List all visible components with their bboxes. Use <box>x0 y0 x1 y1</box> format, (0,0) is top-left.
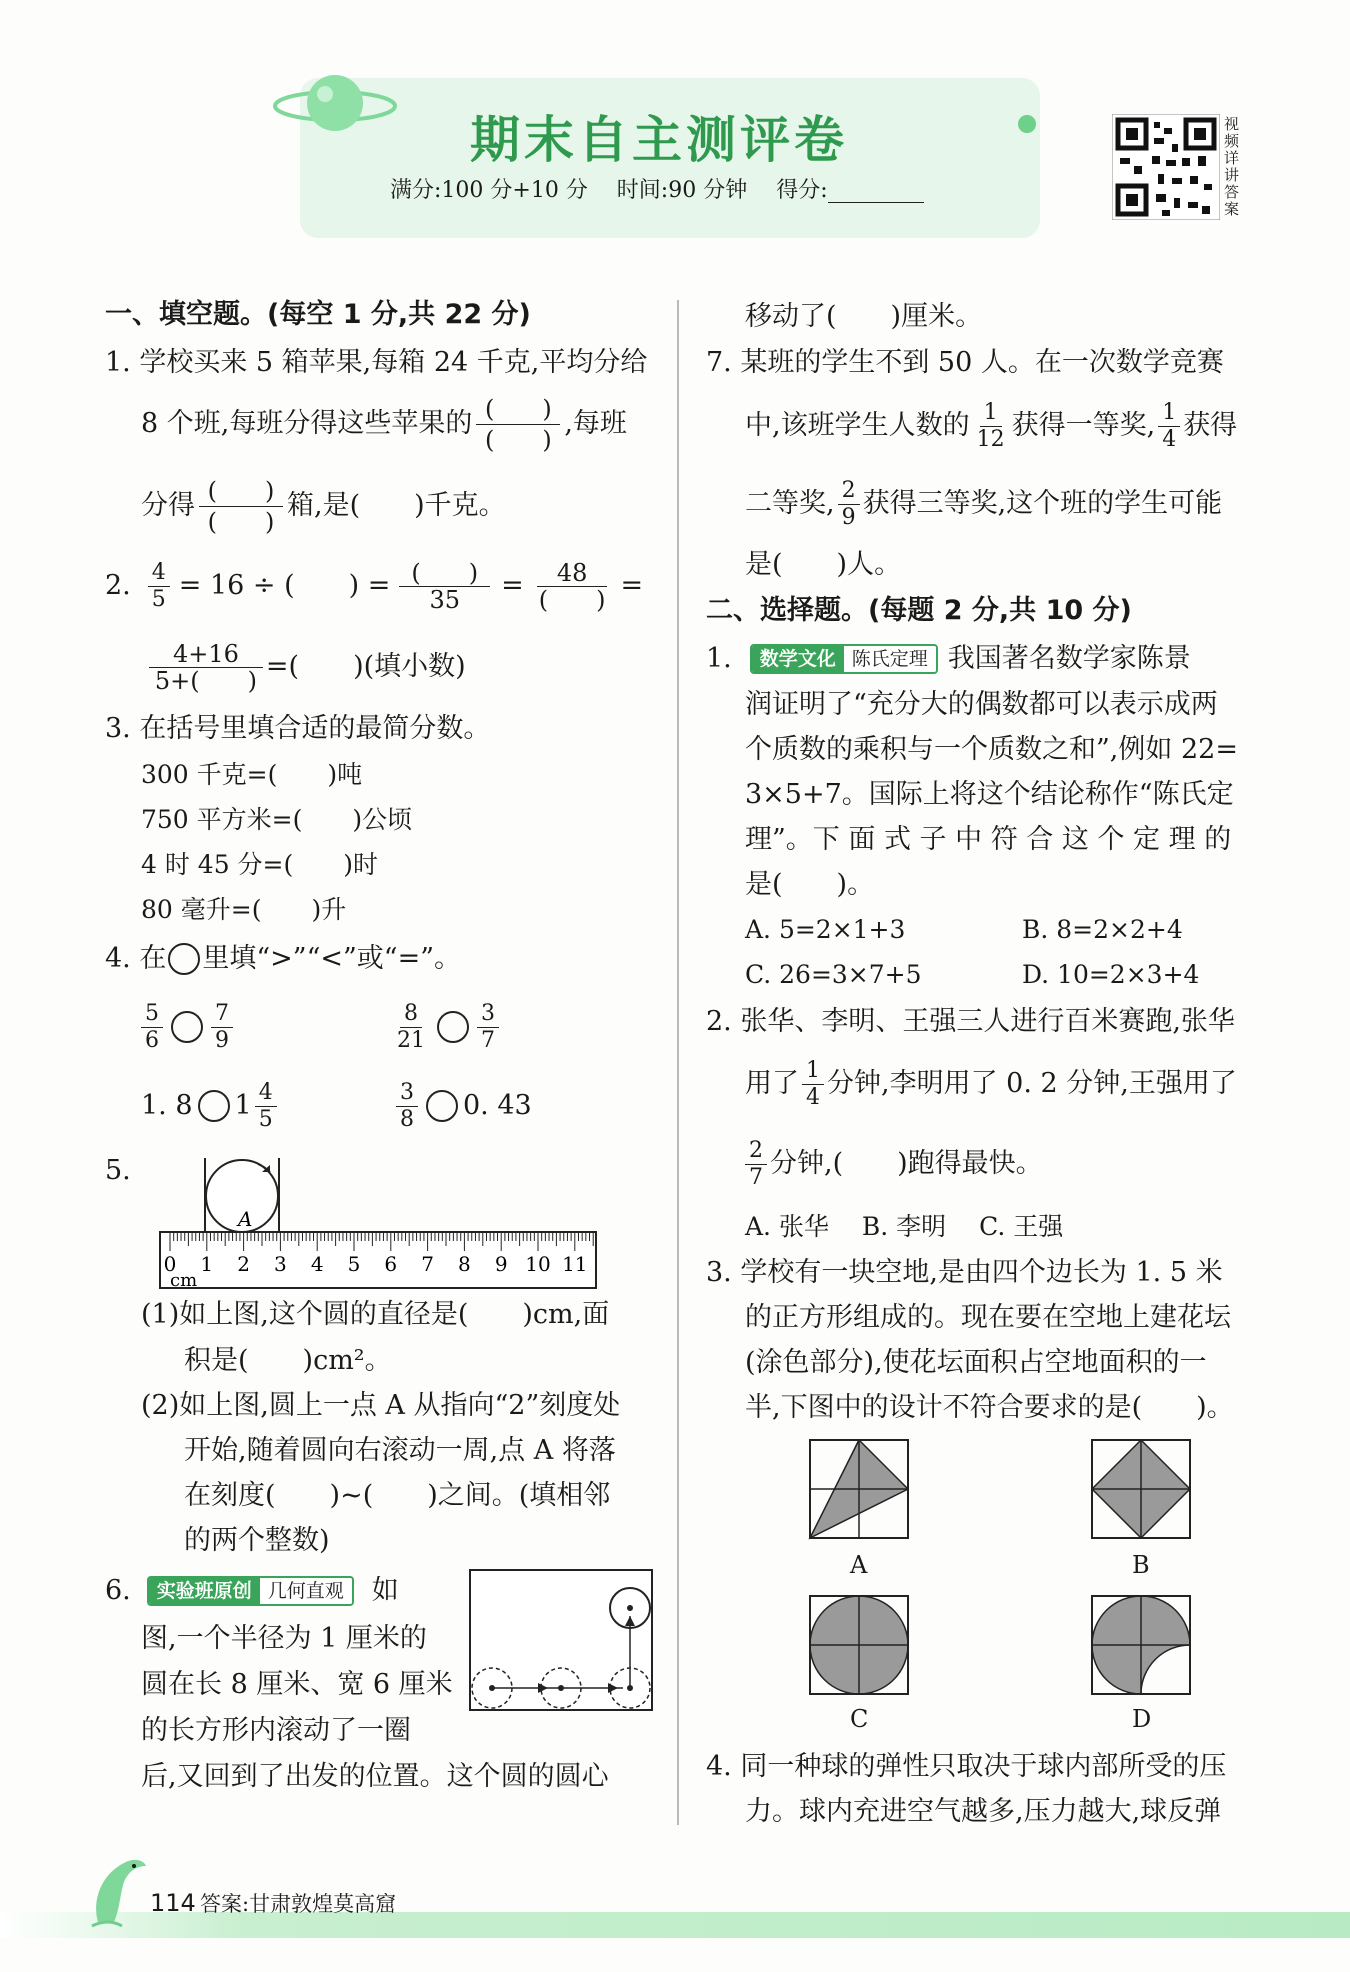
denominator: 6 <box>145 1027 159 1053</box>
footer-answer: 答案:甘肃敦煌莫高窟 <box>200 1892 397 1916</box>
ruler-unit: cm <box>170 1270 198 1290</box>
numerator: 7 <box>211 1001 233 1028</box>
compare-circle[interactable] <box>437 1011 469 1043</box>
design-figure-b[interactable] <box>1090 1438 1192 1540</box>
figure-d-label: D <box>1132 1705 1152 1733</box>
q1-line-3b: 箱,是( )千克。 <box>287 490 506 521</box>
q4-item-2 <box>390 996 502 1058</box>
q1-line-2b: ,每班 <box>564 408 627 439</box>
page-title: 期末自主测评卷 <box>470 111 848 169</box>
fraction <box>1158 400 1180 453</box>
c1-option-a[interactable]: A. 5=2×1+3 <box>745 915 906 944</box>
c2-l2b: 分钟,李明用了 0. 2 分钟,王强用了 <box>827 1068 1237 1099</box>
numerator: 2 <box>745 1138 767 1165</box>
tag-topic: 几何直观 <box>260 1578 352 1604</box>
section-1-heading: 一、填空题。(每空 1 分,共 22 分) <box>105 299 531 330</box>
q6-cont: 移动了( )厘米。 <box>745 301 983 332</box>
q7-l2b: 获得一等奖, <box>1011 410 1156 441</box>
ruler-tick-label: 0 <box>163 1252 177 1276</box>
denominator: 21 <box>397 1027 425 1053</box>
ruler-tick-label: 2 <box>237 1252 250 1276</box>
c1-option-b[interactable]: B. 8=2×2+4 <box>1022 915 1183 944</box>
c2-line-2 <box>745 1054 1237 1114</box>
c4-line-2: 力。球内充进空气越多,压力越大,球反弹 <box>745 1796 1222 1827</box>
q6-num: 6. <box>105 1575 131 1606</box>
q7-line-2 <box>745 396 1237 456</box>
fraction <box>396 1080 418 1133</box>
q2-line-2 <box>146 636 466 698</box>
q4-e-left: 1. 8 <box>141 1090 193 1121</box>
q4-item-4 <box>393 1075 532 1137</box>
denominator: 5+( ) <box>154 666 258 695</box>
fraction <box>802 1058 824 1111</box>
c2-l2a: 用了 <box>745 1068 799 1099</box>
c1-line-6: 是( )。 <box>745 869 875 900</box>
tag-math-culture <box>750 644 938 674</box>
numerator: 1 <box>802 1058 824 1085</box>
score-info-row <box>390 176 924 206</box>
fraction <box>211 1001 233 1054</box>
compare-circle[interactable] <box>171 1011 203 1043</box>
q2-line-1 <box>105 556 643 616</box>
q5-p2b: 开始,随着圆向右滚动一周,点 A 将落 <box>184 1435 616 1466</box>
fraction <box>973 400 1009 453</box>
denominator: 9 <box>841 504 856 530</box>
tag-label: 实验班原创 <box>149 1578 260 1604</box>
section-2-heading: 二、选择题。(每题 2 分,共 10 分) <box>706 595 1132 626</box>
score-info: 满分:100 分+10 分 时间:90 分钟 得分: <box>390 178 828 203</box>
planet-icon <box>270 58 400 148</box>
q1-line-1: 1. 学校买来 5 箱苹果,每箱 24 千克,平均分给 <box>105 347 648 378</box>
denominator: ( ) <box>484 425 552 454</box>
q2-eq-1: = 16 ÷ ( ) = <box>178 570 391 601</box>
dolphin-icon <box>88 1852 150 1930</box>
c1-num: 1. <box>706 643 732 674</box>
denominator: ( ) <box>207 507 275 536</box>
q3-item-4: 80 毫升=( )升 <box>141 895 347 924</box>
compare-circle[interactable] <box>426 1090 458 1122</box>
q5-p1b: 积是( )cm²。 <box>184 1345 392 1376</box>
fraction <box>477 1001 499 1054</box>
denominator: 12 <box>976 426 1005 452</box>
q1-fraction-blank-1[interactable] <box>476 394 560 455</box>
denominator: 9 <box>215 1027 229 1053</box>
c3-line-2: 的正方形组成的。现在要在空地上建花坛 <box>745 1302 1231 1333</box>
denominator: 8 <box>400 1106 414 1132</box>
ruler-tick-label: 6 <box>384 1252 398 1276</box>
numerator: 5 <box>141 1001 163 1028</box>
compare-circle-icon <box>168 943 200 975</box>
c2-options[interactable]: A. 张华 B. 李明 C. 王强 <box>745 1212 1064 1241</box>
c1-line-1 <box>706 642 1191 676</box>
ruler-tick-label: 5 <box>347 1252 361 1276</box>
denominator: 5 <box>258 1106 273 1132</box>
c2-line-1: 2. 张华、李明、王强三人进行百米赛跑,张华 <box>706 1006 1235 1037</box>
numerator: 3 <box>396 1080 418 1107</box>
c1-option-d[interactable]: D. 10=2×3+4 <box>1022 960 1200 989</box>
q2-fraction-blank-35[interactable] <box>399 560 490 613</box>
numerator: 2 <box>838 478 860 505</box>
q4-title <box>105 942 461 976</box>
q5-p2d: 的两个整数) <box>184 1525 330 1556</box>
numerator: 4 <box>255 1080 277 1107</box>
figure-a-label: A <box>850 1551 868 1579</box>
numerator: ( ) <box>476 394 560 425</box>
c3-line-3: (涂色部分),使花坛面积占空地面积的一 <box>745 1347 1207 1378</box>
c2-l3: 分钟,( )跑得最快。 <box>770 1148 1043 1179</box>
denominator: 5 <box>151 586 166 612</box>
q2-eq-2: = <box>501 570 524 601</box>
numerator: 4 <box>148 560 170 587</box>
q7-l2c: 获得 <box>1183 410 1238 441</box>
q1-line-2a: 8 个班,每班分得这些苹果的 <box>141 408 473 439</box>
q6-line-3: 圆在长 8 厘米、宽 6 厘米 <box>141 1669 453 1700</box>
qr-label: 视频详讲答案 <box>1224 115 1240 218</box>
score-blank[interactable] <box>828 180 924 203</box>
q1-line-2 <box>141 394 627 454</box>
c1-line-3: 个质数的乘积与一个质数之和”,例如 22= <box>745 734 1238 765</box>
c3-line-4: 半,下图中的设计不符合要求的是( )。 <box>745 1392 1234 1423</box>
q2-eq-3: = <box>620 570 644 601</box>
numerator: 48 <box>537 560 608 587</box>
q2-fraction-4plus16[interactable] <box>149 641 263 694</box>
c1-option-c[interactable]: C. 26=3×7+5 <box>745 960 922 989</box>
figure-c-label: C <box>850 1705 869 1733</box>
c3-line-1: 3. 学校有一块空地,是由四个边长为 1. 5 米 <box>706 1257 1223 1288</box>
q5-p2a: (2)如上图,圆上一点 A 从指向“2”刻度处 <box>141 1390 621 1421</box>
green-dot <box>1018 115 1036 133</box>
q3-title: 3. 在括号里填合适的最简分数。 <box>105 713 491 744</box>
q2-tail: =( )(填小数) <box>265 651 466 682</box>
design-figure-a[interactable] <box>808 1438 910 1540</box>
q3-item-2: 750 平方米=( )公顷 <box>141 805 413 834</box>
q6-line-5: 后,又回到了出发的位置。这个圆的圆心 <box>141 1761 609 1792</box>
q3-item-1: 300 千克=( )吨 <box>141 760 363 789</box>
numerator: 4+16 <box>149 641 263 668</box>
c2-line-3 <box>745 1134 1043 1194</box>
q5-num: 5. <box>105 1155 131 1186</box>
fraction <box>745 1138 767 1191</box>
q4-title-b: 里填“>”“<”或“=”。 <box>202 943 462 974</box>
numerator: 1 <box>1158 400 1180 427</box>
numerator: ( ) <box>399 560 490 587</box>
fraction <box>838 478 860 531</box>
tag-label: 数学文化 <box>752 646 844 672</box>
q4-title-a: 4. 在 <box>105 943 167 974</box>
denominator: 7 <box>481 1027 495 1053</box>
q6-line-2: 图,一个半径为 1 厘米的 <box>141 1623 427 1654</box>
q4-g-right: 0. 43 <box>463 1090 532 1121</box>
q1-fraction-blank-2[interactable] <box>199 476 283 537</box>
c1-line-2: 润证明了“充分大的偶数都可以表示成两 <box>745 689 1218 720</box>
q4-item-3 <box>141 1075 280 1137</box>
ruler-tick-label: 9 <box>494 1252 508 1276</box>
design-figure-c[interactable] <box>808 1594 910 1696</box>
q4-item-1 <box>138 996 236 1058</box>
ruler-tick-label: 10 <box>525 1252 551 1276</box>
q6-line-4: 的长方形内滚动了一圈 <box>141 1715 411 1746</box>
denominator: 4 <box>1162 426 1177 452</box>
figure-b-label: B <box>1132 1551 1150 1579</box>
c1-line-5: 理”。下 面 式 子 中 符 合 这 个 定 理 的 <box>745 824 1232 855</box>
ruler-tick-label: 8 <box>458 1252 471 1276</box>
ruler-tick-label: 3 <box>274 1252 287 1276</box>
denominator: 35 <box>429 585 461 614</box>
q5-p1a: (1)如上图,这个圆的直径是( )cm,面 <box>141 1299 610 1330</box>
denominator: 7 <box>749 1164 763 1190</box>
page-number: 114 <box>150 1889 196 1917</box>
ruler-tick-label: 11 <box>562 1252 588 1276</box>
q7-line-4: 是( )人。 <box>745 549 902 580</box>
ruler-tick-label: 1 <box>200 1252 214 1276</box>
q2-fraction-48-blank[interactable] <box>535 560 610 613</box>
numerator: ( ) <box>199 476 283 507</box>
q6-l1: 如 <box>371 1575 399 1606</box>
q1-line-3a: 分得 <box>141 490 195 521</box>
tag-original <box>147 1576 354 1606</box>
numerator: 1 <box>980 400 1002 427</box>
q3-item-3: 4 时 45 分=( )时 <box>141 850 379 879</box>
q7-l3a: 二等奖, <box>745 488 835 519</box>
numerator: 3 <box>477 1001 499 1028</box>
c1-line-4: 3×5+7。国际上将这个结论称作“陈氏定 <box>745 779 1234 810</box>
ruler-tick-label: 7 <box>421 1252 434 1276</box>
denominator: 4 <box>806 1084 820 1110</box>
numerator: 8 <box>400 1001 422 1028</box>
compare-circle[interactable] <box>198 1090 230 1122</box>
q7-line-1: 7. 某班的学生不到 50 人。在一次数学竞赛 <box>706 347 1224 378</box>
fraction <box>393 1001 429 1054</box>
q4-e-whole: 1 <box>234 1090 252 1121</box>
column-divider <box>677 300 679 1825</box>
c4-line-1: 4. 同一种球的弹性只取决于球内部所受的压 <box>706 1751 1227 1782</box>
design-figure-d[interactable] <box>1090 1594 1192 1696</box>
ruler-circle-figure <box>150 1150 610 1290</box>
q7-l3b: 获得三等奖,这个班的学生可能 <box>862 488 1223 519</box>
point-a-label: A <box>238 1207 253 1231</box>
q5-p2c: 在刻度( )~( )之间。(填相邻 <box>184 1480 611 1511</box>
denominator: ( ) <box>538 585 606 614</box>
q1-line-3 <box>141 476 506 536</box>
q6-line-1 <box>105 1574 399 1608</box>
fraction <box>255 1080 277 1133</box>
qr-code-icon[interactable] <box>1112 114 1220 220</box>
q2-fraction-4-5 <box>148 560 170 613</box>
ruler-tick-label: 4 <box>310 1252 324 1276</box>
c1-l1: 我国著名数学家陈景 <box>947 643 1191 674</box>
fraction <box>141 1001 163 1054</box>
q7-l2a: 中,该班学生人数的 <box>745 410 970 441</box>
rolling-circle-rect-figure <box>468 1568 656 1716</box>
q2-num: 2. <box>105 570 131 601</box>
q7-line-3 <box>745 474 1222 534</box>
tag-topic: 陈氏定理 <box>844 646 936 672</box>
